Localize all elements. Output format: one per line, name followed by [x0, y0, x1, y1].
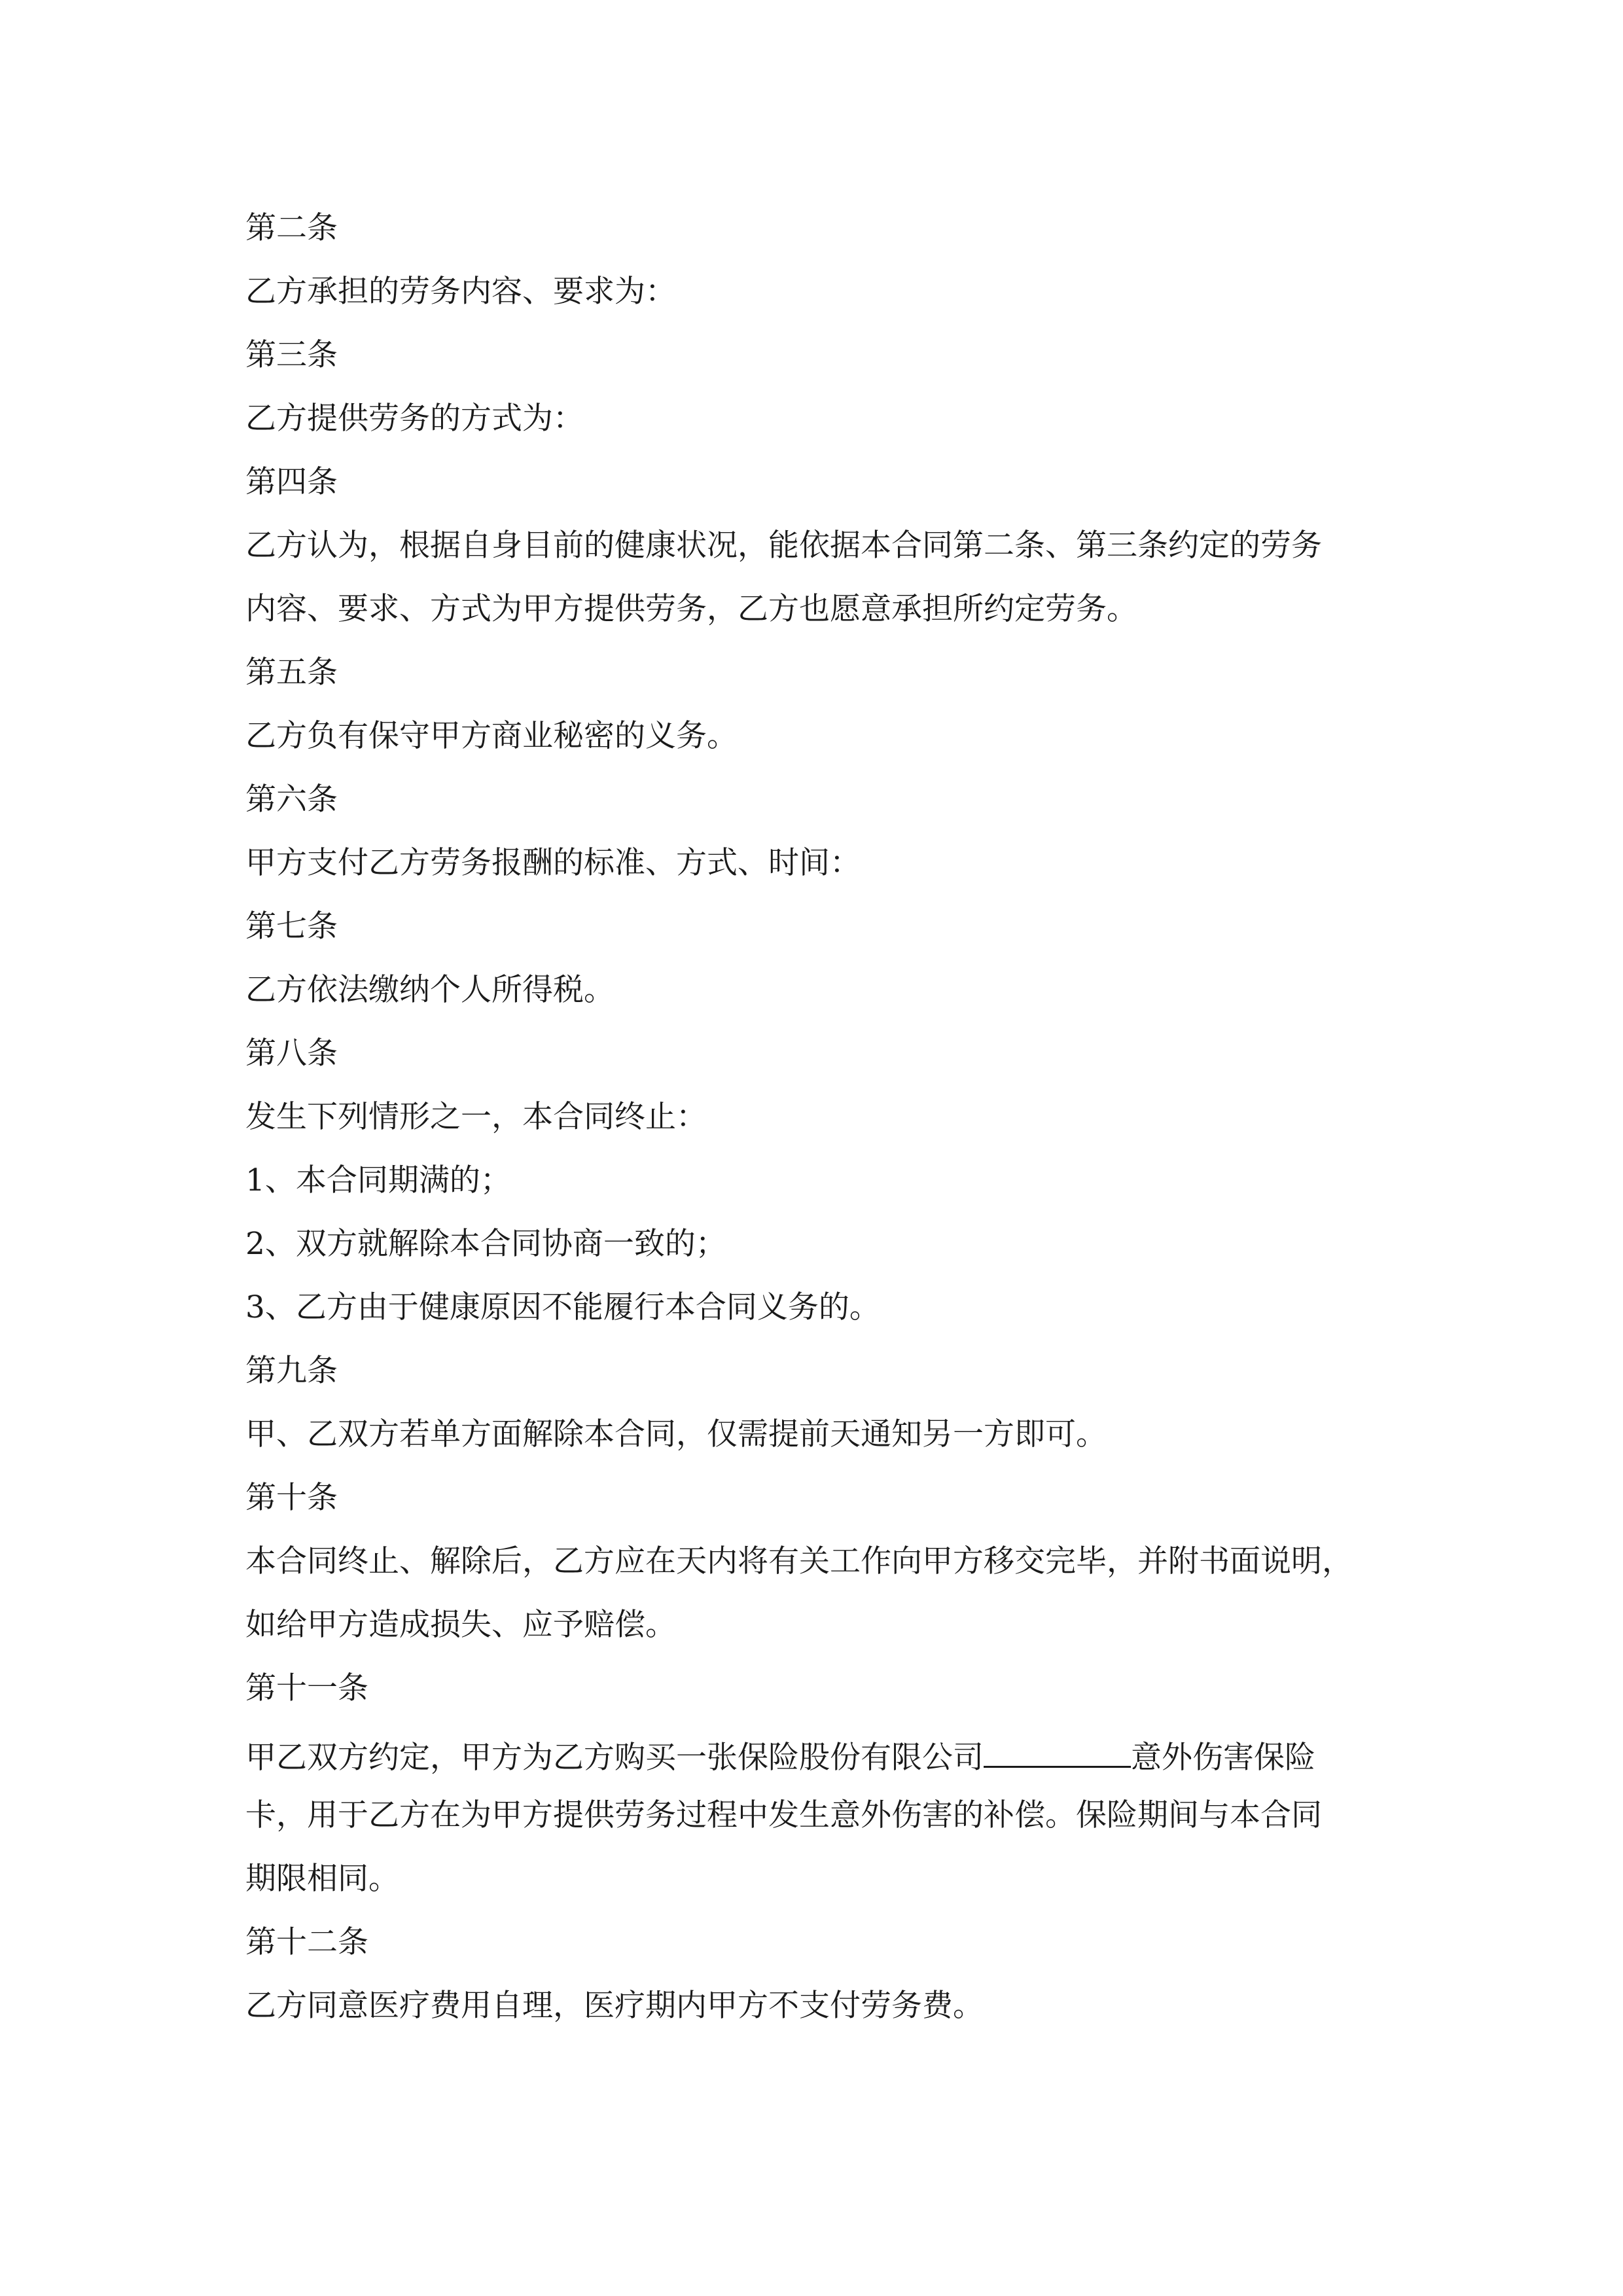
article-8-heading: 第八条	[245, 1035, 338, 1071]
article-10-heading: 第十条	[245, 1480, 338, 1516]
article-8-text: 发生下列情形之一，本合同终止：	[245, 1099, 707, 1135]
article-4-text-line-2: 内容、要求、方式为甲方提供劳务，乙方也愿意承担所约定劳务。	[245, 591, 1137, 627]
article-7-heading: 第七条	[245, 908, 338, 944]
article-9-text: 甲、乙双方若单方面解除本合同，仅需提前天通知另一方即可。	[245, 1416, 1107, 1452]
article-11-text-line-3: 期限相同。	[245, 1861, 399, 1897]
article-4-text-line-1: 乙方认为，根据自身目前的健康状况，能依据本合同第二条、第三条约定的劳务	[245, 528, 1322, 564]
article-2-heading: 第二条	[245, 210, 338, 246]
article-4-heading: 第四条	[245, 464, 338, 500]
article-2-text: 乙方承担的劳务内容、要求为：	[245, 274, 676, 310]
article-7-text: 乙方依法缴纳个人所得税。	[245, 972, 615, 1008]
article-11-text-line-1	[245, 1728, 1381, 1791]
article-11-text-after-blank: 意外伤害保险	[1131, 1740, 1315, 1776]
article-11-text-line-2: 卡，用于乙方在为甲方提供劳务过程中发生意外伤害的补偿。保险期间与本合同	[245, 1797, 1322, 1833]
article-8-item-1: 1、本合同期满的；	[245, 1162, 511, 1198]
article-9-heading: 第九条	[245, 1353, 338, 1389]
article-6-text: 甲方支付乙方劳务报酬的标准、方式、时间：	[245, 845, 861, 881]
article-3-heading: 第三条	[245, 337, 338, 373]
article-10-text-line-2: 如给甲方造成损失、应予赔偿。	[245, 1607, 676, 1643]
article-8-item-3: 3、乙方由于健康原因不能履行本合同义务的。	[245, 1289, 880, 1325]
article-11-heading: 第十一条	[245, 1670, 368, 1706]
fill-in-blank	[984, 1728, 1131, 1768]
article-12-text: 乙方同意医疗费用自理，医疗期内甲方不支付劳务费。	[245, 1988, 984, 2024]
article-3-text: 乙方提供劳务的方式为：	[245, 401, 584, 437]
article-12-heading: 第十二条	[245, 1924, 368, 1960]
article-5-heading: 第五条	[245, 655, 338, 691]
article-6-heading: 第六条	[245, 781, 338, 817]
article-11-text-before-blank: 甲乙双方约定，甲方为乙方购买一张保险股份有限公司	[245, 1740, 984, 1776]
article-5-text: 乙方负有保守甲方商业秘密的义务。	[245, 718, 738, 754]
document-body	[245, 204, 1381, 2045]
article-8-item-2: 2、双方就解除本合同协商一致的；	[245, 1226, 726, 1262]
article-10-text-line-1: 本合同终止、解除后，乙方应在天内将有关工作向甲方移交完毕，并附书面说明，	[245, 1543, 1353, 1579]
